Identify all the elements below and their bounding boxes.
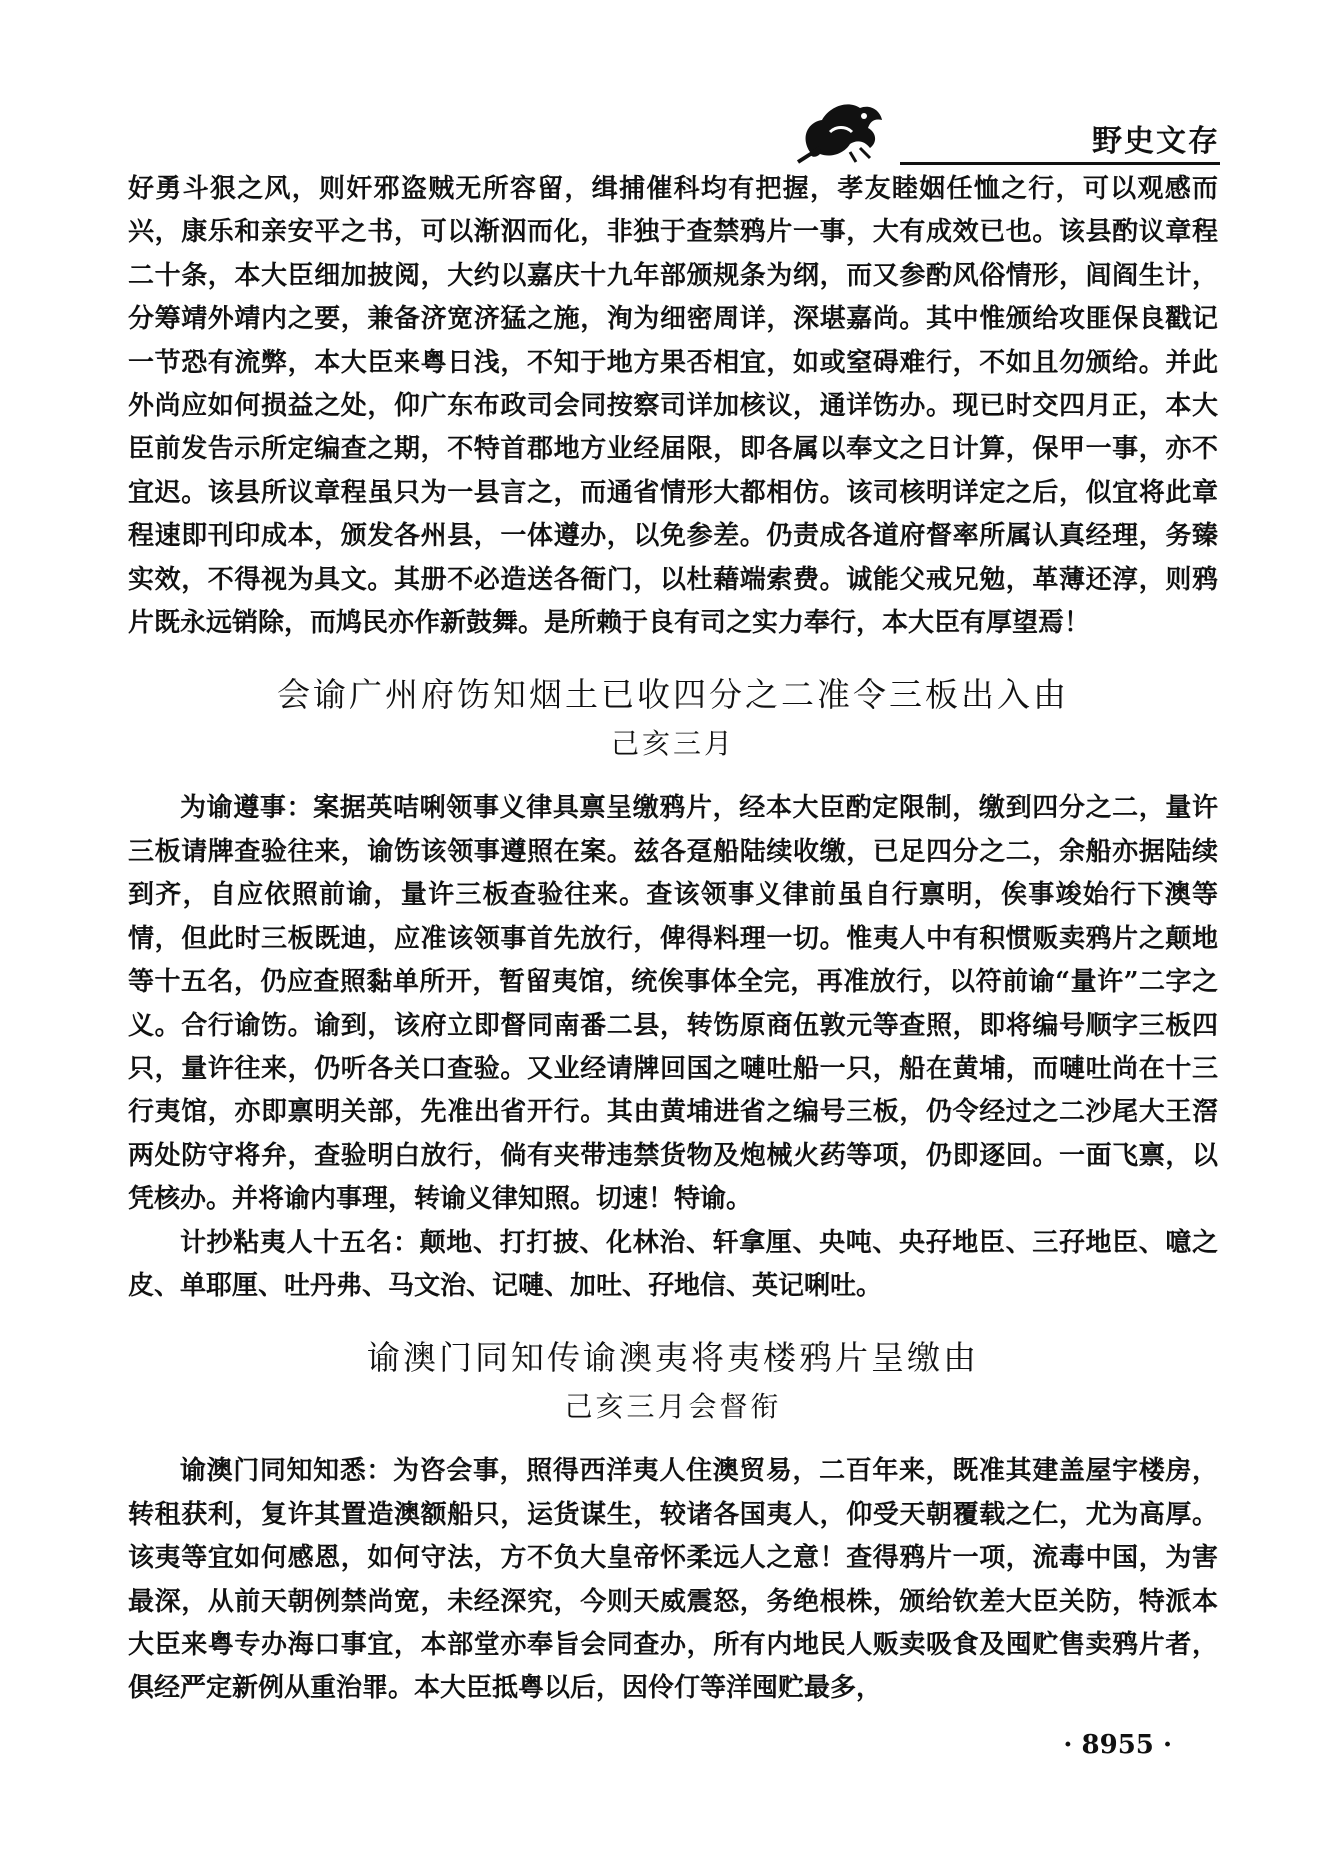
header-rule: [900, 162, 1220, 165]
body-paragraph: 为谕遵事：案据英咭唎领事义律具禀呈缴鸦片，经本大臣酌定限制，缴到四分之二，量许三板请牌查验往来，谕饬该领事遵照在案。兹各趸船陆续收缴，已足四分之二，余船亦据陆续到齐，自应依照前谕，量许三板查验往来。查该领事义律前虽自行禀明，俟事竣始行下澳等情，但此时三板既迪，应准该领事首先放行，俾得料理一切。惟夷人中有积惯贩卖鸦片之颠地等十五名，仍应查照黏单所开，暂留夷馆，统俟事体全完，再准放行，以符前谕“量许”二字之义。合行谕饬。谕到，该府立即督同南番二县，转饬原商伍敦元等查照，即将编号顺字三板四只，量许往来，仍听各关口查验。又业经请牌回国之嗹吐船一只，船在黄埔，而嗹吐尚在十三行夷馆，亦即禀明关部，先准出省开行。其由黄埔进省之编号三板，仍令经过之二沙尾大王滘两处防守将弁，查验明白放行，倘有夹带违禁货物及炮械火药等项，仍即逐回。一面飞禀，以凭核办。并将谕内事理，转谕义律知照。切速！特谕。: [128, 793, 1218, 1215]
body-paragraph: 谕澳门同知知悉：为咨会事，照得西洋夷人住澳贸易，二百年来，既准其建盖屋宇楼房，转租获利，复许其置造澳额船只，运货谋生，较诸各国夷人，仰受天朝覆载之仁，尤为高厚。该夷等宜如何感恩，如何守法，方不负大皇帝怀柔远人之意！查得鸦片一项，流毒中国，为害最深，从前天朝例禁尚宽，未经深究，今则天威震怒，务绝根株，颁给钦差大臣关防，特派本大臣来粤专办海口事宜，本部堂亦奉旨会同查办，所有内地民人贩卖吸食及囤贮售卖鸦片者，俱经严定新例从重治罪。本大臣抵粤以后，因伶仃等洋囤贮最多，: [128, 1456, 1218, 1704]
section-title: 会谕广州府饬知烟土已收四分之二准令三板出入由: [277, 675, 1069, 715]
body-paragraph: 好勇斗狠之风，则奸邪盗贼无所容留，缉捕催科均有把握，孝友睦姻任恤之行，可以观感而兴，康乐和亲安平之书，可以渐泅而化，非独于查禁鸦片一事，大有成效已也。该县酌议章程二十条，本大臣细加披阅，大约以嘉庆十九年部颁规条为纲，而又参酌风俗情形，闾阎生计，分筹靖外靖内之要，兼备济宽济猛之施，洵为细密周详，深堪嘉尚。其中惟颁给攻匪保良戳记一节恐有流弊，本大臣来粤日浅，不知于地方果否相宜，如或窒碍难行，不如且勿颁给。并此外尚应如何损益之处，仰广东布政司会同按察司详加核议，通详饬办。现已时交四月正，本大臣前发告示所定编查之期，不特首郡地方业经届限，即各属以奉文之日计算，保甲一事，亦不宜迟。该县所议章程虽只为一县言之，而通省情形大都相仿。该司核明详定之后，似宜将此章程速即刊印成本，颁发各州县，一体遵办，以免参差。仍责成各道府督率所属认真经理，务臻实效，不得视为具文。其册不必造送各衙门，以杜藉端索费。诚能父戒兄勉，革薄还淳，则鸦片既永远销除，而鸠民亦作新鼓舞。是所赖于良有司之实力奉行，本大臣有厚望焉！: [128, 174, 1218, 639]
header-title: 野史文存: [1092, 124, 1220, 159]
dragon-icon: [790, 92, 890, 164]
section-subtitle: 己亥三月: [610, 727, 735, 761]
page-header: [790, 92, 1220, 172]
page-content: [128, 168, 1218, 1711]
section-subtitle: 己亥三月会督衔: [564, 1390, 782, 1424]
body-paragraph: 计抄粘夷人十五名：颠地、打打披、化林治、轩拿厘、央吨、央孖地臣、三孖地臣、噫之皮、单耶厘、吐丹弗、马文治、记嗹、加吐、孖地信、英记唎吐。: [128, 1227, 1218, 1301]
page-number: · 8955 ·: [1063, 1730, 1172, 1760]
section-title: 谕澳门同知传谕澳夷将夷楼鸦片呈缴由: [367, 1338, 979, 1378]
